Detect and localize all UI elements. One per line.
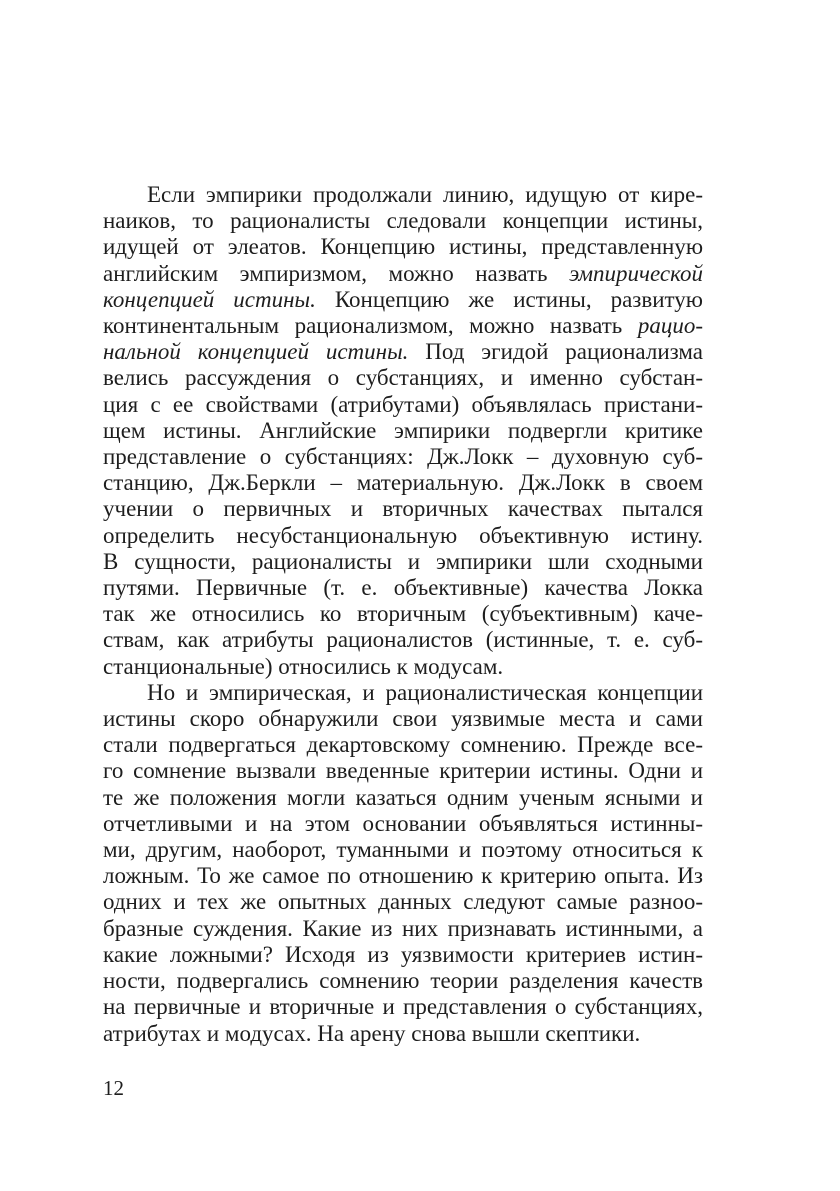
text-run: одних и тех же опытных данных следуют самые разноо- xyxy=(103,889,703,915)
paragraph xyxy=(103,680,703,1047)
text-line xyxy=(103,994,703,1020)
text-line xyxy=(103,654,703,680)
text-line xyxy=(103,496,703,522)
paragraph xyxy=(103,182,703,680)
text-line xyxy=(103,392,703,418)
text-line xyxy=(103,418,703,444)
text-run: ми, другим, наоборот, туманными и поэтому относиться к xyxy=(103,837,703,863)
text-line xyxy=(103,916,703,942)
text-run: так же относились ко вторичным (субъективным) каче- xyxy=(103,601,703,627)
text-line xyxy=(103,758,703,784)
text-line xyxy=(103,575,703,601)
text-line xyxy=(103,732,703,758)
text-run: те же положения могли казаться одним ученым ясными и xyxy=(103,784,703,810)
text-line xyxy=(103,680,703,706)
text-line xyxy=(103,365,703,391)
italic-text: эмпирической xyxy=(569,260,703,286)
page-number: 12 xyxy=(103,1076,124,1100)
text-run: путями. Первичные (т. е. объективные) качества Локка xyxy=(103,575,703,601)
text-run: В сущности, рационалисты и эмпирики шли сходными xyxy=(103,548,703,574)
text-run: ности, подвергались сомнению теории разделения качеств xyxy=(103,968,703,994)
text-line xyxy=(103,444,703,470)
text-run: на первичные и вторичные и представления о субстанциях, xyxy=(103,994,703,1020)
text-run: го сомнение вызвали введенные критерии истины. Одни и xyxy=(103,758,703,784)
text-line xyxy=(103,837,703,863)
text-run: Под эгидой рационализма xyxy=(408,339,703,365)
text-run: учении о первичных и вторичных качествах пытался xyxy=(103,496,703,522)
text-line xyxy=(103,523,703,549)
text-run: какие ложными? Исходя из уязвимости критериев истин- xyxy=(103,941,703,967)
text-run: атрибутах и модусах. На арену снова вышли скептики. xyxy=(103,1020,641,1046)
text-line xyxy=(103,313,703,339)
italic-text: нальной концепцией истины. xyxy=(103,339,409,365)
text-line xyxy=(103,549,703,575)
text-run: континентальным рационализмом, можно назвать xyxy=(103,313,638,339)
text-run: ствам, как атрибуты рационалистов (истинные, т. е. суб- xyxy=(103,627,703,653)
text-run: станциональные) относились к модусам. xyxy=(103,653,504,679)
text-run: Но и эмпирическая, и рационалистическая концепции xyxy=(147,679,703,705)
text-line xyxy=(103,470,703,496)
text-line xyxy=(103,785,703,811)
text-run: наиков, то рационалисты следовали концепции истины, xyxy=(103,208,703,234)
text-run: ложным. То же самое по отношению к критерию опыта. Из xyxy=(103,863,703,889)
text-line xyxy=(103,627,703,653)
text-run: стали подвергаться декартовскому сомнению. Прежде все- xyxy=(103,732,703,758)
text-line xyxy=(103,811,703,837)
text-run: представление о субстанциях: Дж.Локк – духовную суб- xyxy=(103,444,703,470)
body-text xyxy=(103,182,703,1047)
text-line xyxy=(103,234,703,260)
text-run: Концепцию же истины, развитую xyxy=(315,286,703,312)
italic-text: концепцией истины. xyxy=(103,286,316,312)
text-run: станцию, Дж.Беркли – материальную. Дж.Локк в своем xyxy=(103,470,703,496)
text-line xyxy=(103,863,703,889)
text-run: велись рассуждения о субстанциях, и именно субстан- xyxy=(103,365,703,391)
text-line xyxy=(103,601,703,627)
text-run: Если эмпирики продолжали линию, идущую от кире- xyxy=(147,182,703,207)
text-line xyxy=(103,208,703,234)
text-line xyxy=(103,942,703,968)
text-line xyxy=(103,287,703,313)
text-run: идущей от элеатов. Концепцию истины, представленную xyxy=(103,234,703,260)
text-line xyxy=(103,261,703,287)
text-run: бразные суждения. Какие из них признавать истинными, а xyxy=(103,915,703,941)
text-line xyxy=(103,1021,703,1047)
italic-text: рацио- xyxy=(637,313,703,339)
text-line xyxy=(103,968,703,994)
text-run: истины скоро обнаружили свои уязвимые места и сами xyxy=(103,706,703,732)
text-run: английским эмпиризмом, можно назвать xyxy=(103,260,570,286)
text-line xyxy=(103,339,703,365)
text-run: отчетливыми и на этом основании объявляться истинны- xyxy=(103,810,703,836)
text-run: определить несубстанциональную объективную истину. xyxy=(103,522,703,548)
text-line xyxy=(103,706,703,732)
text-line xyxy=(103,889,703,915)
text-line xyxy=(103,182,703,208)
text-run: щем истины. Английские эмпирики подвергли критике xyxy=(103,417,703,443)
text-run: ция с ее свойствами (атрибутами) объявлялась пристани- xyxy=(103,391,703,417)
